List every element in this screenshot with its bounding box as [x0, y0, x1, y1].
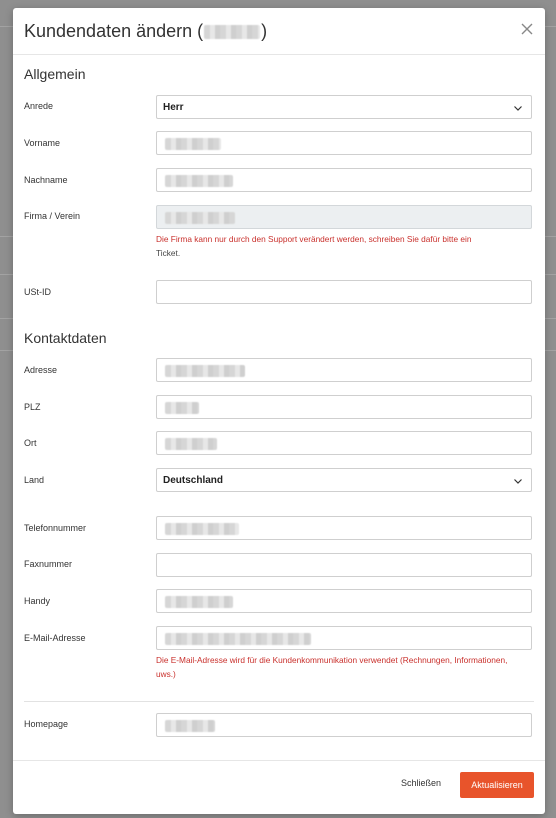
label-nachname: Nachname: [24, 175, 68, 185]
label-ort: Ort: [24, 438, 37, 448]
plz-input[interactable]: [156, 395, 532, 419]
handy-input[interactable]: [156, 589, 532, 613]
adresse-input[interactable]: [156, 358, 532, 382]
firma-hint: Die Firma kann nur durch den Support verändert werden, schreiben Sie dafür bitte ein Ticket.: [156, 234, 472, 258]
divider: [24, 701, 534, 702]
dialog-title: Kundendaten ändern ( ): [24, 21, 268, 41]
nachname-input[interactable]: [156, 168, 532, 192]
redacted-value: [165, 438, 217, 450]
close-button[interactable]: Schließen: [401, 778, 442, 788]
label-firma: Firma / Verein: [24, 211, 81, 221]
label-email: E-Mail-Adresse: [24, 633, 86, 643]
label-handy: Handy: [24, 596, 51, 606]
ort-input[interactable]: [156, 431, 532, 455]
redacted-customer-id: [204, 25, 260, 39]
redacted-value: [165, 365, 245, 377]
label-ustid: USt-ID: [24, 287, 51, 297]
label-adresse: Adresse: [24, 365, 58, 375]
label-land: Land: [24, 475, 45, 485]
land-value: Deutschland: [163, 475, 224, 486]
close-icon[interactable]: [519, 21, 535, 37]
anrede-select[interactable]: [156, 95, 532, 119]
redacted-value: [165, 596, 233, 608]
redacted-value: [165, 175, 233, 187]
land-select[interactable]: [156, 468, 532, 492]
fax-input[interactable]: [156, 553, 532, 577]
section-title-contact: Kontaktdaten: [24, 330, 107, 346]
email-input[interactable]: [156, 626, 532, 650]
redacted-value: [165, 138, 221, 150]
section-title-general: Allgemein: [24, 66, 86, 82]
label-homepage: Homepage: [24, 719, 69, 729]
chevron-down-icon: [513, 103, 523, 113]
vorname-input[interactable]: [156, 131, 532, 155]
redacted-value: [165, 402, 199, 414]
homepage-input[interactable]: [156, 713, 532, 737]
label-anrede: Anrede: [24, 101, 54, 111]
anrede-value: Herr: [163, 102, 184, 113]
telefon-input[interactable]: [156, 516, 532, 540]
label-fax: Faxnummer: [24, 559, 73, 569]
redacted-value: [165, 720, 215, 732]
update-button[interactable]: Aktualisieren: [460, 772, 534, 798]
label-vorname: Vorname: [24, 138, 61, 148]
email-hint: Die E-Mail-Adresse wird für die Kundenkommunikation verwendet (Rechnungen, Informationen, uws.): [156, 655, 508, 679]
edit-customer-dialog: [13, 8, 545, 814]
firma-input: [156, 205, 532, 229]
redacted-value: [165, 523, 239, 535]
label-telefon: Telefonnummer: [24, 523, 87, 533]
ustid-input[interactable]: [156, 280, 532, 304]
dialog-footer-divider: [13, 760, 545, 761]
chevron-down-icon: [513, 476, 523, 486]
redacted-value: [165, 633, 311, 645]
label-plz: PLZ: [24, 402, 41, 412]
redacted-value: [165, 212, 235, 224]
ticket-link[interactable]: Ticket.: [156, 248, 181, 258]
dialog-header: [13, 8, 545, 55]
